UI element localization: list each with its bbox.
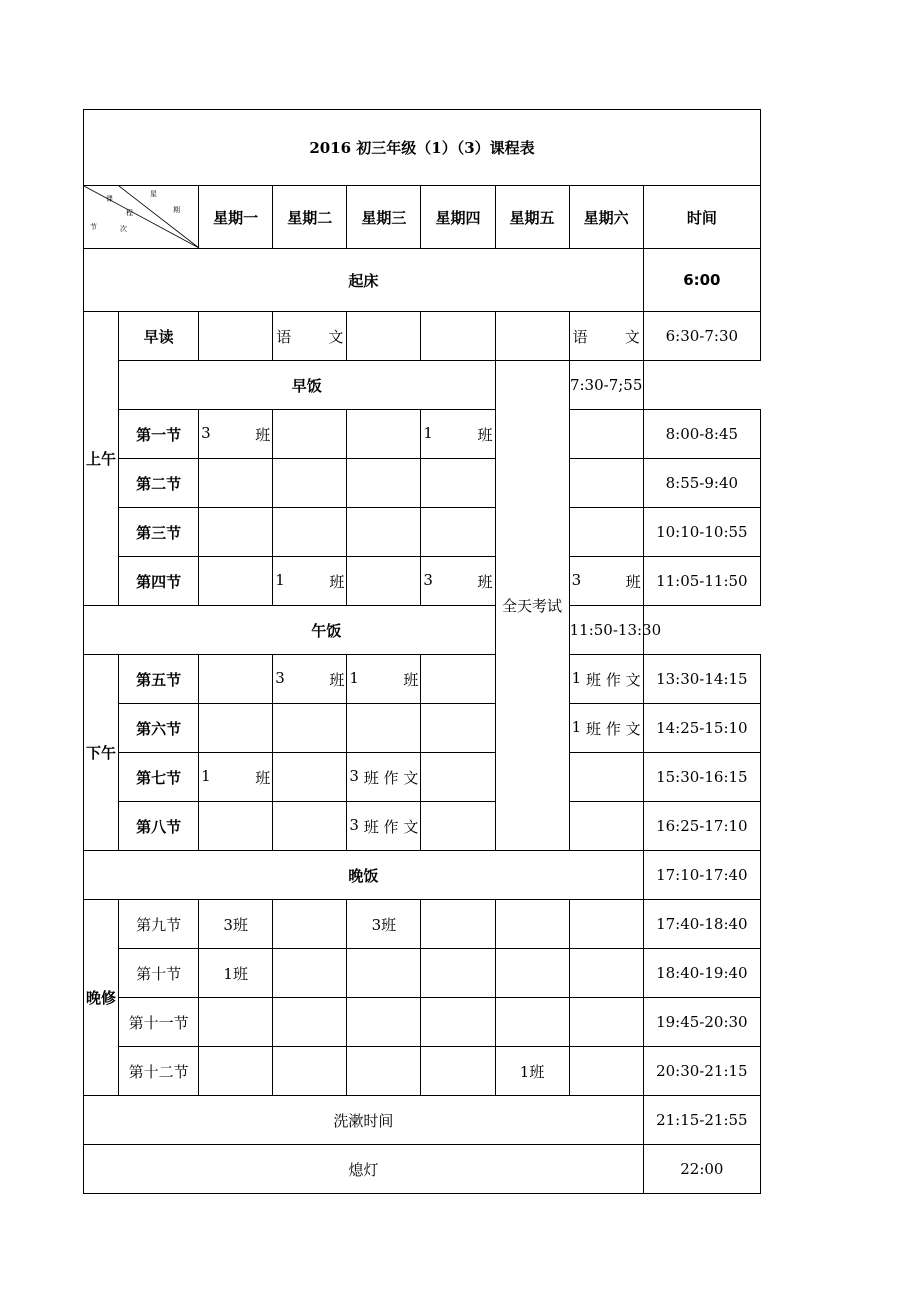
period-label: 第八节 [119,802,199,851]
period-label: 第十一节 [119,998,199,1047]
time-cell: 13:30-14:15 [643,655,760,704]
cell-text: 1 [275,570,285,589]
time-cell: 20:30-21:15 [643,1047,760,1096]
schedule-cell [569,557,643,606]
cell-text: 作 [605,670,621,689]
schedule-cell [421,655,495,704]
cell-text: 班 [363,817,379,836]
weekday-header: 星期五 [495,186,569,249]
schedule-cell [347,312,421,361]
schedule-cell [199,410,273,459]
corner-label-xing: 星 [150,190,157,198]
exam-cell: 全天考试 [495,361,569,851]
schedule-cell [421,753,495,802]
weekday-header: 星期四 [421,186,495,249]
time-cell: 18:40-19:40 [643,949,760,998]
schedule-cell [421,704,495,753]
period-label: 第五节 [119,655,199,704]
diagonal-lines [84,186,199,248]
dinner-label: 晚饭 [84,851,644,900]
corner-header-cell [84,186,199,249]
schedule-cell [273,949,347,998]
schedule-cell [569,949,643,998]
schedule-cell [347,1047,421,1096]
corner-label-ke: 课 [106,195,113,203]
pm-group-label: 下午 [84,655,119,851]
schedule-cell [199,1047,273,1096]
time-cell: 8:00-8:45 [643,410,760,459]
time-header: 时间 [643,186,760,249]
schedule-cell [273,459,347,508]
cell-text: 1 [349,668,359,687]
cell-text: 3 [275,668,285,687]
schedule-cell [347,410,421,459]
period-label: 第十节 [119,949,199,998]
am-group-label: 上午 [84,312,119,606]
schedule-cell [347,753,421,802]
schedule-cell [273,1047,347,1096]
period-label: 第二节 [119,459,199,508]
time-cell: 10:10-10:55 [643,508,760,557]
cell-text: 班 [363,768,379,787]
cell-text: 文 [625,719,641,738]
schedule-cell [347,459,421,508]
corner-label-jie: 节 [90,223,97,231]
schedule-cell [569,998,643,1047]
schedule-cell [273,998,347,1047]
schedule-cell [421,949,495,998]
schedule-cell [421,459,495,508]
schedule-cell [199,998,273,1047]
cell-text: 文 [403,768,419,787]
time-cell: 7:30-7;55 [569,361,643,410]
time-cell: 14:25-15:10 [643,704,760,753]
cell-text: 3 [349,766,359,785]
lunch-label: 午饭 [84,606,570,655]
cell-text: 班 [585,670,601,689]
period-label: 第六节 [119,704,199,753]
schedule-cell: 3班 [347,900,421,949]
cell-text: 班 [585,719,601,738]
time-cell: 17:10-17:40 [643,851,760,900]
time-cell: 17:40-18:40 [643,900,760,949]
cell-text: 1 [423,423,433,442]
time-cell: 21:15-21:55 [643,1096,760,1145]
period-label: 第一节 [119,410,199,459]
schedule-cell: 1班 [199,949,273,998]
schedule-cell [273,508,347,557]
cell-text: 作 [605,719,621,738]
weekday-header: 星期一 [199,186,273,249]
schedule-cell [273,900,347,949]
schedule-cell [273,312,347,361]
schedule-cell [273,802,347,851]
weekday-header: 星期六 [569,186,643,249]
schedule-cell [569,753,643,802]
schedule-cell [421,900,495,949]
schedule-cell [199,508,273,557]
schedule-cell [273,753,347,802]
cell-text: 班 [477,425,493,444]
schedule-cell [495,312,569,361]
schedule-cell [569,802,643,851]
cell-text: 3 [571,570,582,589]
cell-text: 班 [477,572,493,591]
schedule-cell [421,802,495,851]
weekday-header: 星期三 [347,186,421,249]
time-cell: 22:00 [643,1145,760,1194]
schedule-cell [569,655,643,704]
period-label: 第十二节 [119,1047,199,1096]
cell-text: 班 [329,572,345,591]
schedule-cell [421,557,495,606]
schedule-cell [347,704,421,753]
wash-label: 洗漱时间 [84,1096,644,1145]
schedule-cell [569,459,643,508]
corner-label-cheng: 程 [126,209,133,217]
schedule-cell [273,557,347,606]
timetable-title: 2016 初三年级（1）（3）课程表 [84,110,761,186]
schedule-cell [569,508,643,557]
schedule-cell [421,998,495,1047]
schedule-cell [569,900,643,949]
schedule-cell [569,704,643,753]
schedule-cell [199,312,273,361]
schedule-cell: 3班 [199,900,273,949]
period-label: 第四节 [119,557,199,606]
cell-text: 文 [403,817,419,836]
schedule-cell [421,312,495,361]
cell-text: 班 [255,425,271,444]
schedule-cell [199,704,273,753]
schedule-cell [199,655,273,704]
schedule-cell [199,802,273,851]
cell-text: 1 [201,766,211,785]
schedule-cell [495,949,569,998]
cell-text: 文 [625,670,641,689]
schedule-cell [199,459,273,508]
schedule-cell [347,802,421,851]
schedule-cell [347,655,421,704]
schedule-cell [495,998,569,1047]
time-cell: 6:30-7:30 [643,312,760,361]
schedule-cell [421,508,495,557]
cell-text: 语 [572,327,588,346]
period-label: 早读 [119,312,199,361]
schedule-cell [347,998,421,1047]
weekday-header: 星期二 [273,186,347,249]
schedule-cell [569,312,643,361]
schedule-cell [347,508,421,557]
cell-text: 文 [328,327,344,346]
time-cell: 15:30-16:15 [643,753,760,802]
cell-text: 班 [403,670,419,689]
schedule-cell [495,900,569,949]
time-cell: 11:50-13:30 [569,606,643,655]
lights-out-label: 熄灯 [84,1145,644,1194]
period-label: 第三节 [119,508,199,557]
time-cell: 8:55-9:40 [643,459,760,508]
cell-text: 作 [383,817,399,836]
cell-text: 1 [571,668,582,687]
wake-time: 6:00 [643,249,760,312]
cell-text: 班 [329,670,345,689]
cell-text: 作 [383,768,399,787]
schedule-cell [199,557,273,606]
schedule-cell [273,704,347,753]
schedule-cell [569,410,643,459]
cell-text: 3 [201,423,211,442]
time-cell: 16:25-17:10 [643,802,760,851]
evening-group-label: 晚修 [84,900,119,1096]
cell-text: 班 [625,572,641,591]
cell-text: 文 [624,327,640,346]
cell-text: 3 [349,815,359,834]
period-label: 第七节 [119,753,199,802]
schedule-cell [199,753,273,802]
breakfast-label: 早饭 [119,361,495,410]
time-cell: 19:45-20:30 [643,998,760,1047]
cell-text: 1 [571,717,582,736]
timetable [83,109,761,1194]
schedule-cell [273,410,347,459]
cell-text: 3 [423,570,433,589]
corner-label-qi: 期 [173,206,180,214]
cell-text: 班 [255,768,271,787]
cell-text: 语 [276,327,292,346]
schedule-cell [347,557,421,606]
schedule-cell [421,1047,495,1096]
schedule-cell: 1班 [495,1047,569,1096]
schedule-cell [421,410,495,459]
schedule-cell [569,1047,643,1096]
time-cell: 11:05-11:50 [643,557,760,606]
period-label: 第九节 [119,900,199,949]
schedule-cell [347,949,421,998]
schedule-cell [273,655,347,704]
corner-label-ci: 次 [120,225,127,233]
wake-label: 起床 [84,249,644,312]
